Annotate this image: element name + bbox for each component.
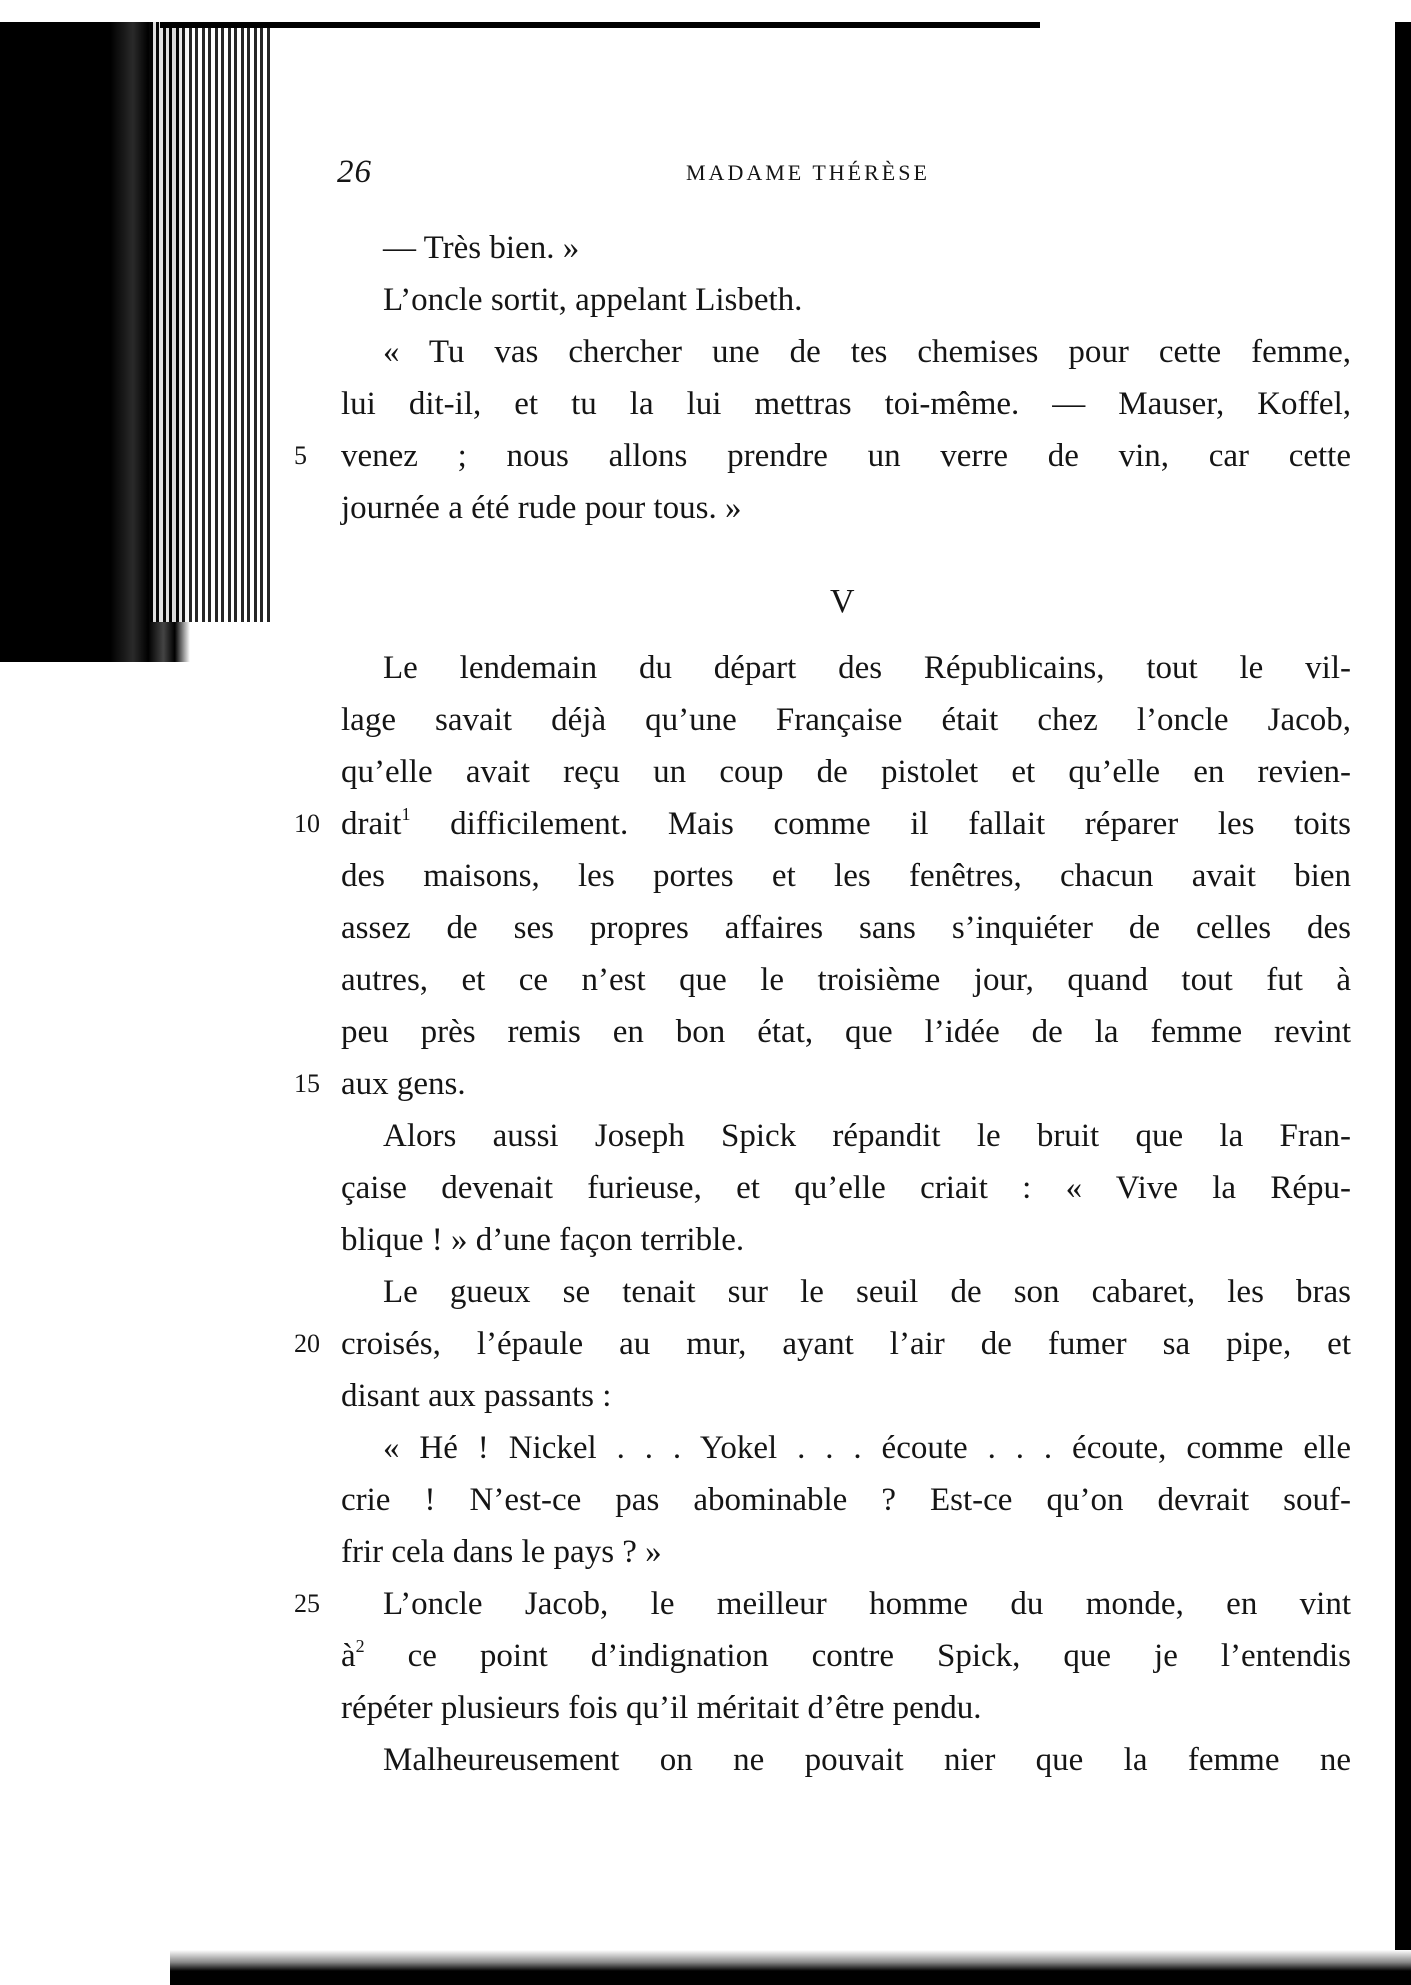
text-line — [0, 694, 1411, 746]
line-text — [341, 1006, 1351, 1058]
line-text-main: aux gens. — [341, 1066, 466, 1102]
text-line — [0, 326, 1411, 378]
text-line — [0, 222, 1411, 274]
line-text-continued: ce point d’indignation contre Spick, que je l’entendis — [364, 1638, 1351, 1674]
line-number: 20 — [294, 1329, 320, 1358]
line-text — [383, 1578, 1351, 1630]
text-line — [0, 1110, 1411, 1162]
text-line — [0, 1058, 1411, 1110]
line-text-main: peu près remis en bon état, que l’idée de la femme revint — [341, 1014, 1351, 1050]
line-text — [341, 482, 1351, 534]
line-text — [341, 430, 1351, 482]
text-line — [0, 430, 1411, 482]
line-text — [341, 746, 1351, 798]
text-line — [0, 1578, 1411, 1630]
line-text — [383, 1734, 1351, 1786]
text-line — [0, 1526, 1411, 1578]
line-text-main: L’oncle sortit, appelant Lisbeth. — [383, 282, 803, 318]
text-line — [0, 1006, 1411, 1058]
scan-edge-top — [160, 22, 1040, 28]
line-text-main: assez de ses propres affaires sans s’inquiéter de celles des — [341, 910, 1351, 946]
text-line — [0, 1682, 1411, 1734]
line-text-main: crie ! N’est-ce pas abominable ? Est-ce qu’on devrait souf- — [341, 1482, 1351, 1518]
line-text — [341, 1474, 1351, 1526]
line-number: 5 — [294, 441, 307, 470]
text-line — [0, 746, 1411, 798]
line-text — [383, 642, 1351, 694]
line-text-main: croisés, l’épaule au mur, ayant l’air de fumer sa pipe, et — [341, 1326, 1351, 1362]
line-text — [341, 902, 1351, 954]
section-heading — [0, 534, 1411, 642]
line-text — [341, 694, 1351, 746]
line-text-main: disant aux passants : — [341, 1378, 612, 1414]
line-text-main: — Très bien. » — [383, 230, 580, 266]
line-text — [341, 1682, 1351, 1734]
line-text — [341, 1318, 1351, 1370]
line-text-main: lui dit-il, et tu la lui mettras toi-même. — Mauser, Koffel, — [341, 386, 1351, 422]
text-line — [0, 1474, 1411, 1526]
text-line — [0, 1162, 1411, 1214]
scan-edge-bottom — [170, 1950, 1411, 1985]
line-text-main: Le lendemain du départ des Républicains, tout le vil- — [383, 650, 1351, 686]
line-text-main: Malheureusement on ne pouvait nier que la femme ne — [383, 1742, 1351, 1778]
text-block — [0, 222, 1411, 1786]
line-text — [341, 1214, 1351, 1266]
text-line — [0, 1734, 1411, 1786]
line-text — [341, 954, 1351, 1006]
line-text — [341, 850, 1351, 902]
line-text-main: des maisons, les portes et les fenêtres, chacun avait bien — [341, 858, 1351, 894]
line-text — [341, 1526, 1351, 1578]
text-line — [0, 850, 1411, 902]
line-number: 25 — [294, 1589, 320, 1618]
line-text-main: drait — [341, 806, 402, 842]
page-number: 26 — [337, 154, 372, 190]
line-number: 10 — [294, 809, 320, 838]
line-text — [341, 798, 1351, 850]
line-text-main: « Tu vas chercher une de tes chemises pour cette femme, — [383, 334, 1351, 370]
line-text-main: Alors aussi Joseph Spick répandit le bruit que la Fran- — [383, 1118, 1351, 1154]
text-line — [0, 902, 1411, 954]
line-text-main: blique ! » d’une façon terrible. — [341, 1222, 745, 1258]
line-text-main: autres, et ce n’est que le troisième jour, quand tout fut à — [341, 962, 1351, 998]
section-heading-text: V — [830, 583, 855, 620]
line-text-main: lage savait déjà qu’une Française était chez l’oncle Jacob, — [341, 702, 1351, 738]
book-title: MADAME THÉRÈSE — [686, 160, 930, 185]
text-line — [0, 954, 1411, 1006]
line-text-continued: difficilement. Mais comme il fallait réparer les toits — [410, 806, 1351, 842]
text-line — [0, 274, 1411, 326]
text-line — [0, 642, 1411, 694]
line-text — [341, 1162, 1351, 1214]
line-text-main: « Hé ! Nickel . . . Yokel . . . écoute . . . écoute, comme elle — [383, 1430, 1351, 1466]
line-text — [383, 222, 1351, 274]
text-line — [0, 378, 1411, 430]
text-line — [0, 798, 1411, 850]
line-text — [341, 1058, 1351, 1110]
line-text — [383, 274, 1351, 326]
line-text-main: L’oncle Jacob, le meilleur homme du monde, en vint — [383, 1586, 1351, 1622]
line-text-main: qu’elle avait reçu un coup de pistolet et qu’elle en revien- — [341, 754, 1351, 790]
line-text — [341, 1370, 1351, 1422]
text-line — [0, 1266, 1411, 1318]
line-text — [383, 1110, 1351, 1162]
line-text-main: à — [341, 1638, 356, 1674]
line-text — [341, 1630, 1351, 1682]
line-text-main: journée a été rude pour tous. » — [341, 490, 742, 526]
running-head — [0, 154, 1411, 194]
text-line — [0, 1318, 1411, 1370]
footnote-marker: 1 — [401, 804, 411, 824]
line-text-main: venez ; nous allons prendre un verre de vin, car cette — [341, 438, 1351, 474]
text-line — [0, 482, 1411, 534]
text-line — [0, 1214, 1411, 1266]
line-text-main: frir cela dans le pays ? » — [341, 1534, 662, 1570]
line-text — [383, 1266, 1351, 1318]
line-number: 15 — [294, 1069, 320, 1098]
line-text-main: répéter plusieurs fois qu’il méritait d’être pendu. — [341, 1690, 982, 1726]
line-text — [383, 1422, 1351, 1474]
text-line — [0, 1630, 1411, 1682]
line-text — [341, 378, 1351, 430]
line-text-main: çaise devenait furieuse, et qu’elle criait : « Vive la Répu- — [341, 1170, 1351, 1206]
text-line — [0, 1370, 1411, 1422]
footnote-marker: 2 — [355, 1636, 365, 1656]
line-text — [383, 326, 1351, 378]
line-text-main: Le gueux se tenait sur le seuil de son cabaret, les bras — [383, 1274, 1351, 1310]
text-line — [0, 1422, 1411, 1474]
